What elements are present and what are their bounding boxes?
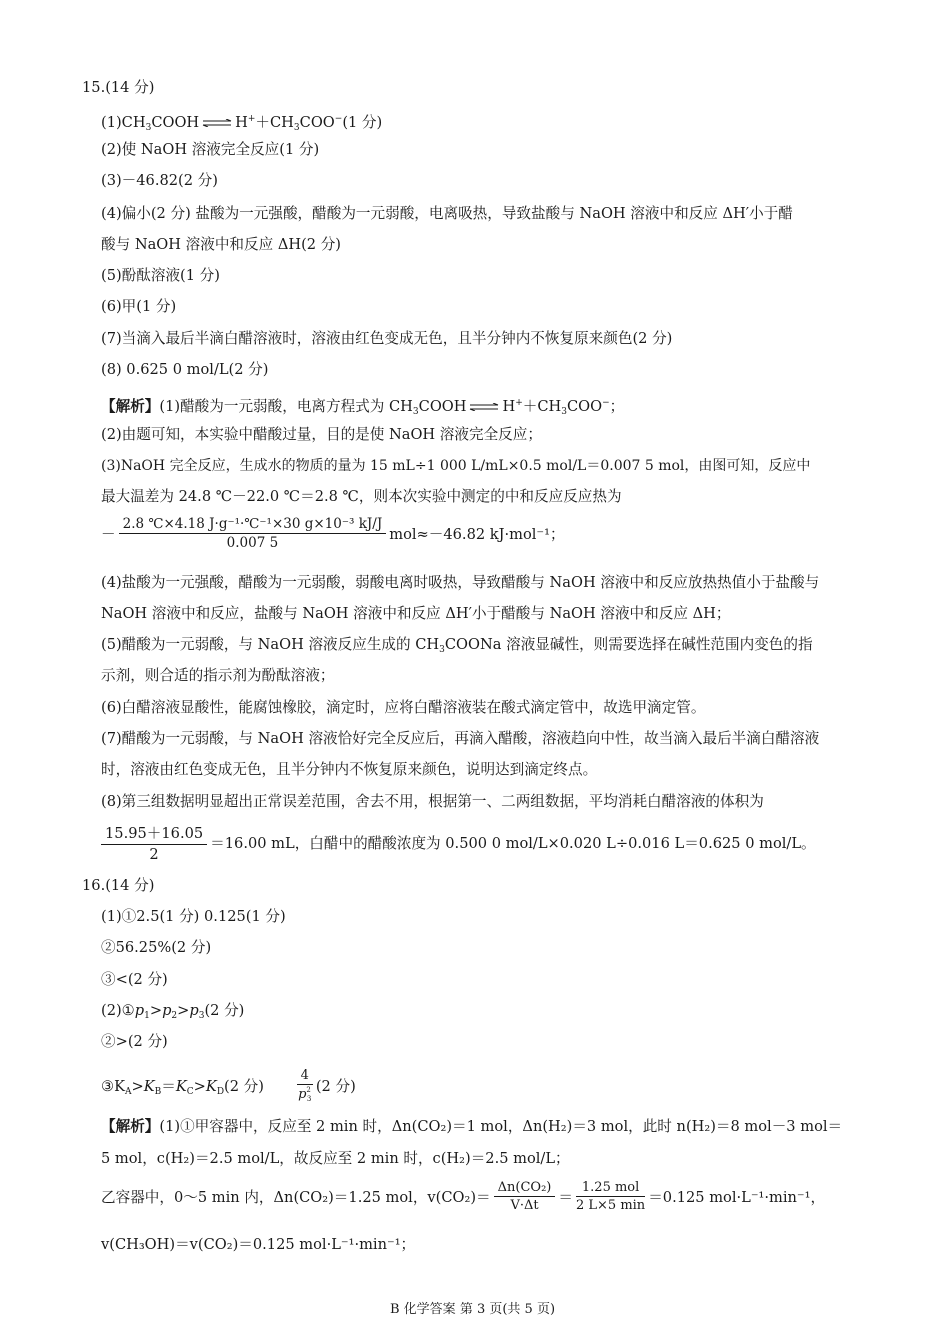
q15-header: 15.(14 分) [82, 79, 155, 96]
q15-explanation-4-line2: NaOH 溶液中和反应，盐酸与 NaOH 溶液中和反应 ΔH′小于醋酸与 NaOH 溶液中和反应 ΔH； [101, 605, 731, 622]
q15-explanation-3-formula: － $\frac{\text{2.8 ℃×4.18 J·g⁻¹·℃⁻¹×30 g×10⁻³ kJ/J}}{0.007 5}$ mol≈－46.82 kJ·mol⁻¹； [101, 516, 565, 551]
q15-answer-7: (7)当滴入最后半滴白醋溶液时，溶液由红色变成无色，且半分钟内不恢复原来颜色(2 分) [101, 330, 673, 347]
q15-answer-3: (3)－46.82(2 分) [101, 172, 218, 189]
q16-answer-3: $③K_A>K_B=K_C>K_D(2$ 分) $\frac{4}{p^2_3}$ (2 分) [101, 1068, 356, 1103]
q15-answer-5: (5)酚酞溶液(1 分) [101, 267, 220, 284]
equilibrium-arrow-icon [202, 119, 232, 127]
q15-answer-6: (6)甲(1 分) [101, 298, 177, 315]
q16-answer-1: (1)①2.5(1 分) 0.125(1 分) [101, 908, 286, 925]
q16-explanation-1-line1: 【解析】(1)①甲容器中，反应至 2 min 时，Δn(CO₂)＝1 mol，Δn(H₂)＝3 mol，此时 n(H₂)＝8 mol－3 mol＝ [101, 1118, 843, 1135]
q15-explanation-3-line1: (3)NaOH 完全反应，生成水的物质的量为 15 mL÷1 000 L/mL×0.5 mol/L＝0.007 5 mol，由图可知，反应中 [101, 458, 811, 474]
q16-answer-1c: ③<(2 分) [101, 971, 168, 988]
q15-explanation-5-line1: (5)醋酸为一元弱酸，与 NaOH 溶液反应生成的 $CH_3COONa$ 溶液显碱性，则需要选择在碱性范围内变色的指 [101, 636, 813, 655]
q15-explanation-2: (2)由题可知，本实验中醋酸过量，目的是使 NaOH 溶液完全反应； [101, 426, 542, 443]
q15-explanation-8-line1: (8)第三组数据明显超出正常误差范围，舍去不用，根据第一、二两组数据，平均消耗白醋溶液的体积为 [101, 793, 764, 810]
jiexi-tag: 【解析】 [101, 398, 160, 415]
q15-explanation-7-line2: 时，溶液由红色变成无色，且半分钟内不恢复原来颜色，说明达到滴定终点。 [101, 761, 598, 778]
q15-answer-8: (8) 0.625 0 mol/L(2 分) [101, 361, 269, 378]
q16-answer-2: $(2)①p_1>p_2>p_3(2$ 分) [101, 1002, 245, 1021]
q15-explanation-3-line2: 最大温差为 24.8 ℃－22.0 ℃＝2.8 ℃，则本次实验中测定的中和反应反应热为 [101, 488, 622, 505]
q16-header: 16.(14 分) [82, 877, 155, 894]
q15-answer-4-line1: (4)偏小(2 分) 盐酸为一元强酸，醋酸为一元弱酸，电离吸热，导致盐酸与 NaOH 溶液中和反应 ΔH′小于醋 [101, 205, 793, 222]
q15-explanation-5-line2: 示剂，则合适的指示剂为酚酞溶液； [101, 667, 335, 684]
q16-explanation-1-line4: v(CH₃OH)＝v(CO₂)＝0.125 mol·L⁻¹·min⁻¹； [101, 1236, 416, 1253]
q15-explanation-7-line1: (7)醋酸为一元弱酸，与 NaOH 溶液恰好完全反应后，再滴入醋酸，溶液趋向中性，故当滴入最后半滴白醋溶液 [101, 730, 820, 747]
average-volume-fraction: $\frac{15.95+16.05}{2}$ [101, 822, 207, 863]
kp-fraction: $\frac{4}{p^2_3}$ [298, 1068, 312, 1103]
q15-explanation-4-line1: (4)盐酸为一元强酸，醋酸为一元弱酸，弱酸电离时吸热，导致醋酸与 NaOH 溶液中和反应放热热值小于盐酸与 [101, 574, 820, 591]
page-footer: B 化学答案 第 3 页(共 5 页) [390, 1302, 556, 1317]
q16-answer-1b: ②56.25%(2 分) [101, 939, 212, 956]
q16-explanation-1-line2: 5 mol，c(H₂)＝2.5 mol/L，故反应至 2 min 时，c(H₂)＝2.5 mol/L； [101, 1150, 570, 1167]
q15-explanation-1: 【解析】(1)醋酸为一元弱酸，电离方程式为 $CH_3COOH$ $H^++CH_3COO^-$； [101, 398, 625, 417]
q15-explanation-6: (6)白醋溶液显酸性，能腐蚀橡胶，滴定时，应将白醋溶液装在酸式滴定管中，故选甲滴定管。 [101, 699, 706, 716]
equilibrium-arrow-icon [469, 403, 499, 411]
reaction-heat-fraction: $\frac{\text{2.8 ℃×4.18 J·g⁻¹·℃⁻¹×30 g×10⁻³ kJ/J}}{0.007 5}$ [119, 516, 387, 551]
rate-fraction-symbolic: $\frac{\text{Δn(CO₂)}}{V\cdot\Delta t}$ [494, 1180, 556, 1213]
q15-answer-2: (2)使 NaOH 溶液完全反应(1 分) [101, 141, 320, 158]
q15-answer-4-line2: 酸与 NaOH 溶液中和反应 ΔH(2 分) [101, 236, 341, 253]
q15-answer-1: $(1)CH_3COOH$ $H^++CH_3COO^-(1$ 分) [101, 114, 383, 133]
q16-answer-2b: ②>(2 分) [101, 1033, 168, 1050]
rate-fraction-numeric: $\frac{\text{1.25 mol}}{2 L\times 5 \min}$ [575, 1180, 646, 1213]
q15-explanation-8-formula: $\frac{15.95+16.05}{2}$ ＝16.00 mL，白醋中的醋酸浓度为 0.500 0 mol/L×0.020 L÷0.016 L＝0.625 0 mol/L。 [101, 822, 816, 863]
jiexi-tag: 【解析】 [101, 1118, 160, 1135]
q16-explanation-1-line3: 乙容器中，0～5 min 内，Δn(CO₂)＝1.25 mol，v(CO₂)＝ $\frac{\text{Δn(CO₂)}}{V\cdot\Delta t}$ ＝ $\frac{\text{1.25 mol}}{2 L\times 5 \min}$ ＝0.125 mol·L⁻¹·min⁻¹， [101, 1180, 826, 1213]
